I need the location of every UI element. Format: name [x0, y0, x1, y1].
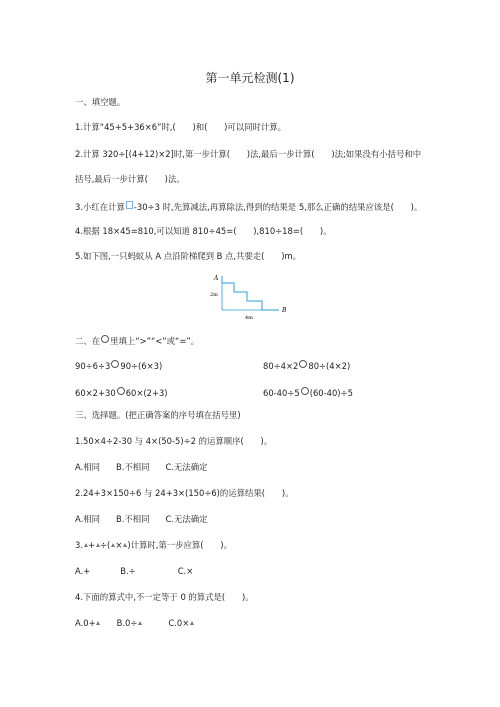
blank-box-icon — [126, 201, 133, 209]
question-1-3-part-b: -30÷3 时,先算减法,再算除法,得到的结果是 5,那么正确的结果应该是( )。 — [133, 202, 423, 212]
question-1-3-part-a: 3.小红在计算 — [75, 202, 125, 212]
point-a-label: A — [214, 275, 219, 282]
section-2-heading-b: 里填上“>”“<”或“=”。 — [110, 336, 200, 346]
option-b: B.不相同 — [116, 462, 150, 472]
option-b: B.÷ — [120, 566, 136, 576]
compare-expr: 60×(2+3) — [125, 388, 168, 398]
question-3-1: 1.50×4÷2-30 与 4×(50-5)÷2 的运算顺序( )。 — [75, 436, 273, 446]
compare-expr: 60-40÷5 — [263, 388, 300, 398]
question-3-1-options — [75, 463, 208, 471]
option-a: A.相同 — [75, 514, 100, 524]
question-1-1: 1.计算“45+5+36×6”时,( )和( )可以同时计算。 — [75, 122, 287, 132]
option-c: C.0× — [168, 618, 190, 628]
triangle-icon — [138, 621, 142, 625]
question-1-5: 5.如下图,一只蚂蚁从 A 点沿阶梯爬到 B 点,共要走( )m。 — [75, 251, 302, 261]
section-2-heading — [75, 335, 199, 345]
compare-circle-icon — [301, 387, 309, 395]
compare-expr: 90÷(6×3) — [120, 361, 163, 371]
compare-circle-icon — [299, 360, 307, 368]
question-1-4: 4.根据 18×45=810,可以知道 810÷45=( ),810÷18=( )。 — [75, 226, 332, 236]
option-b: B.0÷ — [116, 618, 138, 628]
option-a: A.+ — [75, 566, 91, 576]
option-b: B.不相同 — [116, 514, 150, 524]
triangle-icon — [84, 543, 88, 547]
question-3-2-options — [75, 515, 208, 523]
compare-expr: 60×2+30 — [75, 388, 116, 398]
triangle-icon — [96, 621, 100, 625]
question-3-4: 4.下面的算式中,不一定等于 0 的算式是( )。 — [75, 592, 254, 602]
triangle-icon — [190, 621, 194, 625]
section-3-heading: 三、选择题。(把正确答案的序号填在括号里) — [75, 410, 241, 420]
compare-row-1 — [75, 360, 351, 371]
question-3-3-part: + — [88, 540, 96, 550]
compare-expr: (60-40)÷5 — [309, 388, 353, 398]
staircase-diagram — [205, 273, 295, 321]
option-a: A.0+ — [75, 618, 96, 628]
section-1-heading: 一、填空题。 — [75, 97, 126, 107]
question-3-2: 2.24+3×150÷6 与 24+3×(150÷6)的运算结果( )。 — [75, 488, 294, 498]
option-c: C.× — [177, 566, 194, 576]
option-a: A.相同 — [75, 462, 100, 472]
question-3-3-part: × — [115, 540, 123, 550]
question-1-2-line-1: 2.计算 320÷[(4+12)×2]时,第一步计算( )法,最后一步计算( )法;如果没有小括号和中 — [75, 149, 422, 159]
compare-row-2 — [75, 387, 353, 398]
question-3-3-part: ÷( — [100, 540, 111, 550]
point-b-label: B — [282, 307, 287, 314]
page-title: 第一单元检测(1) — [205, 71, 295, 85]
compare-expr: 90÷6÷3 — [75, 361, 111, 371]
option-c: C.无法确定 — [165, 462, 208, 472]
triangle-icon — [96, 543, 100, 547]
compare-expr: 80÷(4×2) — [308, 361, 351, 371]
question-3-3-part: )计算时,第一步应算( )。 — [127, 540, 232, 550]
question-1-2-line-2: 括号,最后一步计算( )法。 — [75, 174, 185, 184]
question-3-3-part: 3. — [75, 540, 83, 550]
compare-circle-icon — [101, 335, 109, 343]
compare-item — [263, 360, 350, 370]
question-3-3-options — [75, 567, 193, 575]
height-label: 2m — [210, 292, 218, 298]
question-3-4-options — [75, 619, 194, 627]
section-2-heading-a: 二、在 — [75, 336, 101, 346]
question-3-3 — [75, 541, 232, 549]
question-1-3 — [75, 201, 422, 211]
compare-circle-icon — [111, 360, 119, 368]
compare-circle-icon — [117, 387, 125, 395]
compare-expr: 80÷4×2 — [263, 361, 299, 371]
compare-item — [263, 387, 353, 397]
option-c: C.无法确定 — [165, 514, 208, 524]
width-label: 4m — [245, 315, 253, 321]
